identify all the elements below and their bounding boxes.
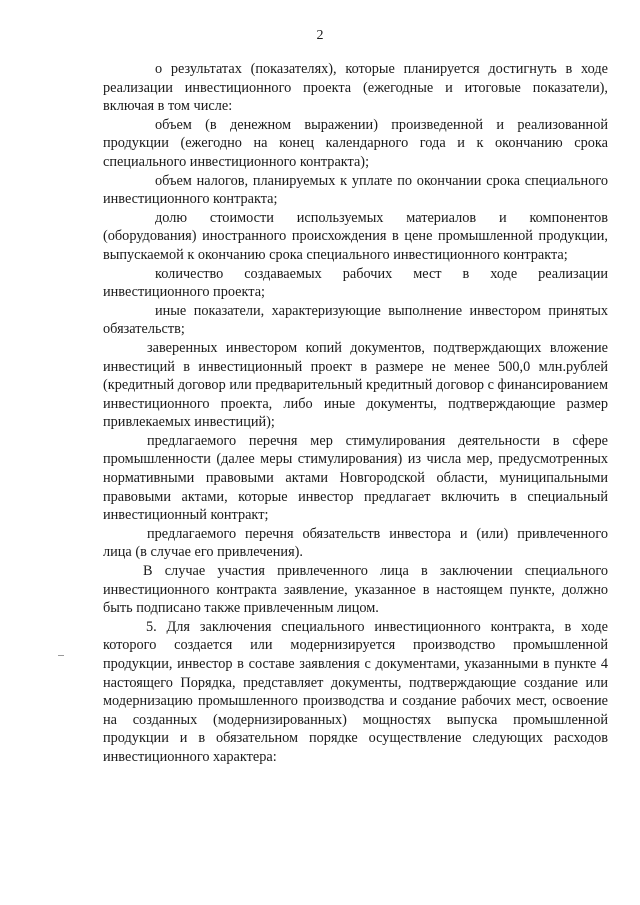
paragraph-production-volume: объем (в денежном выражении) произведенной и реализованной продукции (ежегодно на конец календарного года и к окончанию срока специального инвестиционного контракта); <box>103 116 608 170</box>
paragraph-tax-volume: объем налогов, планируемых к уплате по окончании срока специального инвестиционного контракта; <box>103 172 608 208</box>
paragraph-incentive-measures: предлагаемого перечня мер стимулирования деятельности в сфере промышленности (далее меры стимулирования) из числа мер, предусмотренных нормативными правовыми актами Новгородской области, муниципальными правовыми актами, которые инвестор предлагает включить в специальный инвестиционный контракт; <box>103 432 608 524</box>
paragraph-results-indicators: о результатах (показателях), которые планируется достигнуть в ходе реализации инвестиционного проекта (ежегодные и итоговые показатели), включая в том числе: <box>103 61 608 115</box>
paragraph-obligations-list: предлагаемого перечня обязательств инвестора и (или) привлеченного лица (в случае его привлечения). <box>103 525 608 561</box>
paragraph-jobs-count: количество создаваемых рабочих мест в ходе реализации инвестиционного проекта; <box>103 265 608 301</box>
document-body <box>103 60 608 767</box>
paragraph-other-indicators: иные показатели, характеризующие выполнение инвестором принятых обязательств; <box>103 302 608 338</box>
paragraph-investment-documents: заверенных инвестором копий документов, подтверждающих вложение инвестиций в инвестиционный проект в размере не менее 500,0 млн.рублей (кредитный договор или предварительный кредитный договор с финансированием инвестиционного проекта, либо иные документы, подтверждающие размер привлекаемых инвестиций); <box>103 339 608 431</box>
page-number: 2 <box>316 28 324 43</box>
margin-mark <box>58 655 64 656</box>
paragraph-foreign-share: долю стоимости используемых материалов и компонентов (оборудования) иностранного происхождения в цене промышленной продукции, выпускаемой к окончанию срока специального инвестиционного контракта; <box>103 209 608 263</box>
paragraph-attracted-person: В случае участия привлеченного лица в заключении специального инвестиционного контракта заявление, указанное в настоящем пункте, должно быть подписано также привлеченным лицом. <box>103 563 608 617</box>
paragraph-clause-5: 5. Для заключения специального инвестиционного контракта, в ходе которого создается или модернизируется производство промышленной продукции, инвестор в составе заявления с документами, указанными в пункте 4 настоящего Порядка, представляет документы, подтверждающие создание или модернизацию промышленного производства и создание рабочих мест, освоение на созданных (модернизированных) мощностях выпуска промышленной продукции и в обязательном порядке осуществление следующих расходов инвестиционного характера: <box>103 618 608 765</box>
